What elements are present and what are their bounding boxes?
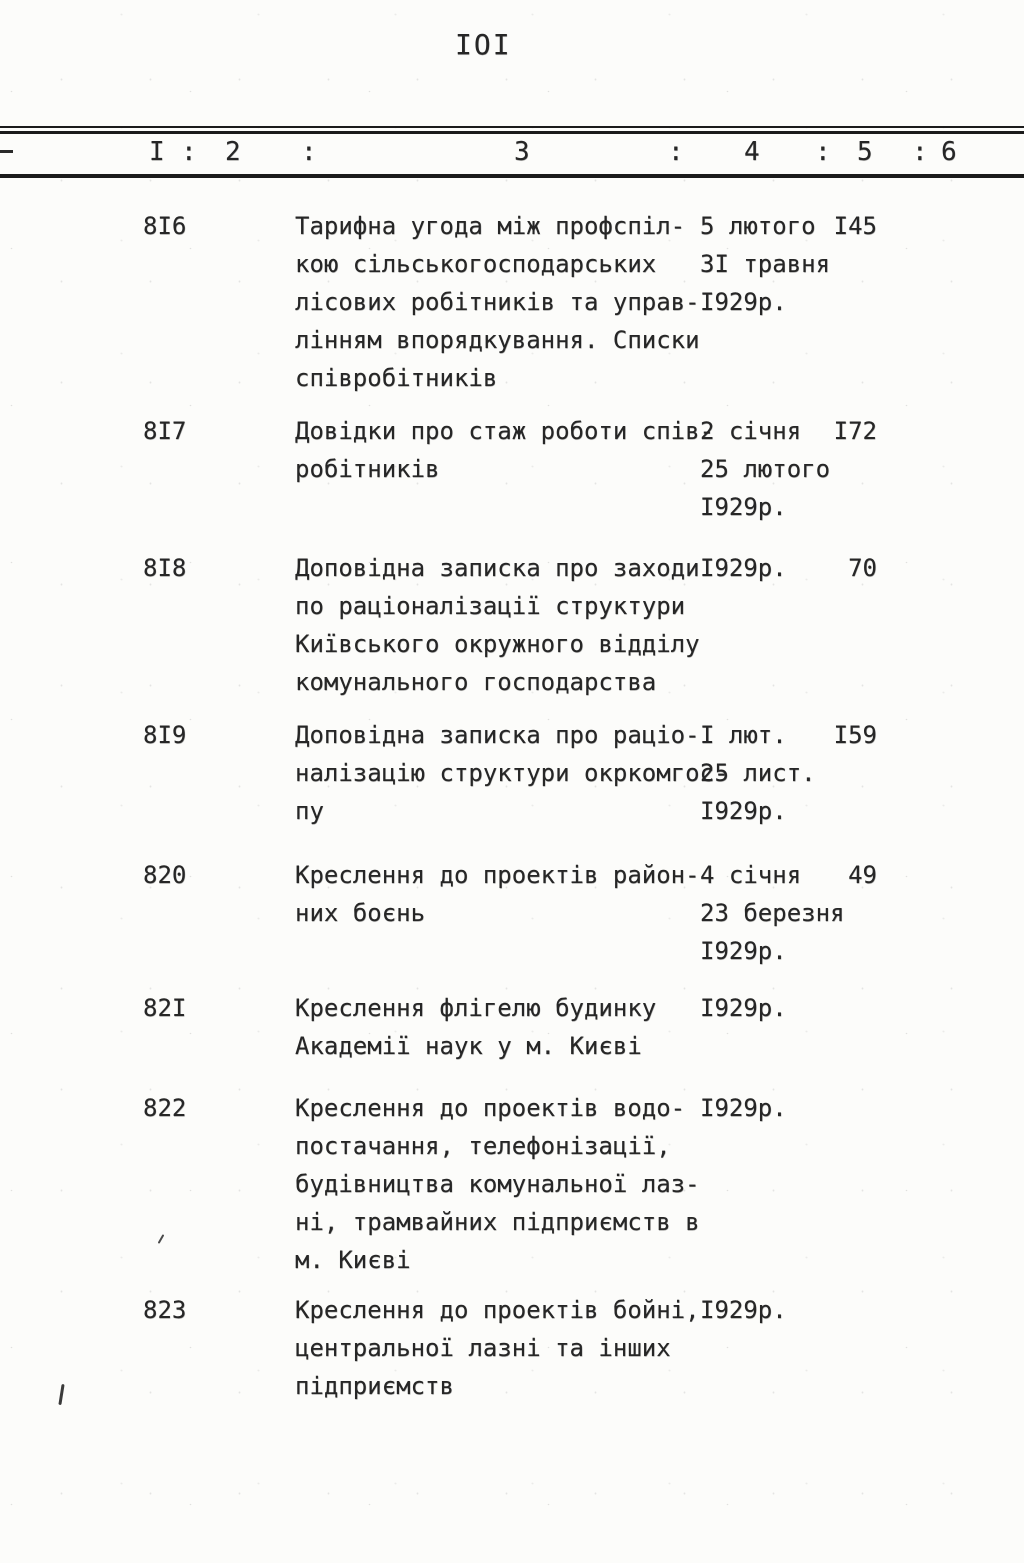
entry-description-line: пу [295, 797, 324, 825]
entry-description-line: них боєнь [295, 899, 426, 927]
entry-date-line: І929р. [700, 1296, 787, 1324]
entry-date-line: І929р. [700, 797, 787, 825]
entry-date-line: І929р. [700, 994, 787, 1022]
entry-description [295, 207, 705, 397]
entry-page-count: І45 [833, 212, 877, 240]
entry-number: 8І6 [143, 212, 187, 240]
column-header-3: 3 [514, 137, 530, 167]
entry-date-line: 25 лист. [700, 759, 816, 787]
entry-number: 82І [143, 994, 187, 1022]
entry-date-line: І929р. [700, 937, 787, 965]
header-rule-top-thick [0, 131, 1024, 134]
header-rule-bottom [0, 174, 1024, 178]
entry-description-line: Креслення до проектів бойні, [295, 1296, 700, 1324]
entry-date-line: 23 березня [700, 899, 845, 927]
entry-description-line: Довідки про стаж роботи спів- [295, 417, 715, 445]
entry-description-line: кою сільськогосподарських [295, 250, 657, 278]
left-margin-dash [0, 150, 13, 153]
page-number: ІОІ [455, 28, 512, 61]
entry-number: 822 [143, 1094, 187, 1122]
column-separator-2: : [301, 137, 317, 167]
column-header-4: 4 [744, 137, 760, 167]
entry-date-line: 2 січня [700, 417, 802, 445]
entry-description-line: Академії наук у м. Києві [295, 1032, 642, 1060]
entry-date-line: І929р. [700, 493, 787, 521]
entry-description-line: Креслення до проектів район- [295, 861, 700, 889]
entry-description-line: Тарифна угода між профспіл- [295, 212, 686, 240]
pen-stray-mark [58, 1384, 64, 1405]
entry-number: 820 [143, 861, 187, 889]
entry-description-line: співробітників [295, 364, 498, 392]
pen-stray-mark-small [158, 1234, 165, 1244]
entry-description [295, 716, 729, 830]
entry-date-line: І929р. [700, 1094, 787, 1122]
entry-number: 823 [143, 1296, 187, 1324]
entry-description-line: будівництва комунальної лаз- [295, 1170, 700, 1198]
entry-description-line: робітників [295, 455, 440, 483]
entry-description-line: підприємств [295, 1372, 454, 1400]
entry-description-line: Доповідна записка про раціо- [295, 721, 700, 749]
column-separator-3: : [668, 137, 684, 167]
column-header-6: 6 [941, 137, 957, 167]
entry-description [295, 856, 705, 932]
entry-date-line: І929р. [700, 554, 787, 582]
entry-description-line: Київського окружного відділу [295, 630, 700, 658]
entry-description-line: Креслення флігелю будинку [295, 994, 657, 1022]
entry-date-line: 3І травня [700, 250, 831, 278]
entry-number: 8І8 [143, 554, 187, 582]
entry-description [295, 549, 705, 701]
column-separator-5: : [912, 137, 928, 167]
entry-date-line: 4 січня [700, 861, 802, 889]
column-header-5: 5 [857, 137, 873, 167]
entry-number: 8І9 [143, 721, 187, 749]
entry-description-line: налізацію структури окркомгос- [295, 759, 729, 787]
entry-description-line: центральної лазні та інших [295, 1334, 671, 1362]
column-header-1: І [149, 137, 165, 167]
entry-description [295, 1291, 705, 1405]
entry-number: 8І7 [143, 417, 187, 445]
entry-description [295, 412, 715, 488]
entry-dates [700, 1291, 840, 1329]
entry-dates [700, 989, 840, 1027]
entry-dates [700, 1089, 840, 1127]
entry-page-count: І59 [833, 721, 877, 749]
column-header-2: 2 [225, 137, 241, 167]
entry-description [295, 1089, 705, 1279]
column-separator-4: : [815, 137, 831, 167]
header-rule-top-thin [0, 126, 1024, 128]
entry-description-line: лінням впорядкування. Списки [295, 326, 700, 354]
entry-page-count: І72 [833, 417, 877, 445]
entry-description-line: Креслення до проектів водо- [295, 1094, 686, 1122]
entry-page-count: 70 [848, 554, 877, 582]
entry-description-line: Доповідна записка про заходи [295, 554, 700, 582]
entry-date-line: 5 лютого [700, 212, 816, 240]
entry-description-line: комунального господарства [295, 668, 657, 696]
column-separator-1: : [181, 137, 197, 167]
entry-description-line: м. Києві [295, 1246, 411, 1274]
entry-description-line: лісових робітників та управ- [295, 288, 700, 316]
entry-page-count: 49 [848, 861, 877, 889]
entry-description-line: ні, трамвайних підприємств в [295, 1208, 700, 1236]
entry-date-line: 25 лютого [700, 455, 831, 483]
entry-description-line: постачання, телефонізації, [295, 1132, 671, 1160]
entry-description-line: по раціоналізації структури [295, 592, 686, 620]
entry-description [295, 989, 705, 1065]
entry-date-line: І лют. [700, 721, 787, 749]
entry-date-line: І929р. [700, 288, 787, 316]
